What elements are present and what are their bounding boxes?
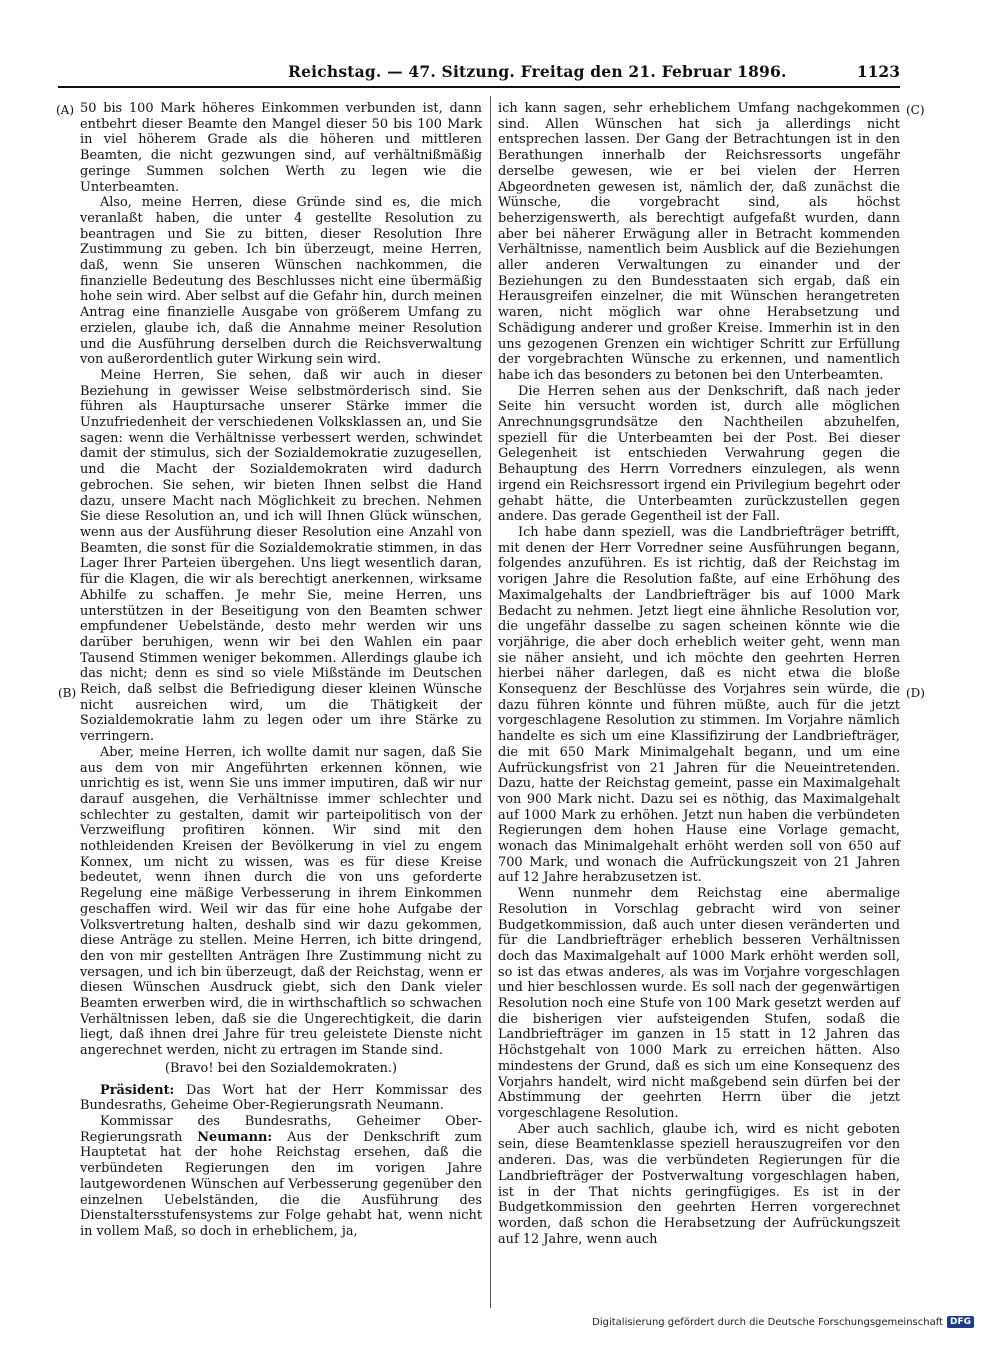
speech-text: Das Wort hat der Herr Kommissar des Bundesraths, Geheime Ober-Regierungsrath Neumann. [80,1082,482,1114]
margin-marker-c: (C) [906,103,925,117]
paragraph: Aber auch sachlich, glaube ich, wird es nicht geboten sein, diese Beamtenklasse speziell herauszugreifen vor den anderen. Das, was die verbündeten Regierungen für die Landbriefträger der Postverwaltung vorgeschlagen haben, ist in der That nichts geringfügiges. Es ist in der Budgetkommission den geehrten Herren vorgerechnet worden, daß schon die Herabsetzung der Aufrückungszeit auf 12 Jahre, wenn auch [498,1121,900,1247]
margin-marker-d: (D) [906,686,925,700]
commissioner-paragraph [80,1114,482,1240]
president-paragraph [80,1083,482,1114]
speaker-title: Kommissar des Bundesraths, Geheimer Ober-Regierungsrath [80,1114,482,1145]
paragraph: 50 bis 100 Mark höheres Einkommen verbunden ist, dann entbehrt dieser Beamte den Mangel dieser 50 bis 100 Mark in viel höherem Grade als die höheren und mittleren Beamten, die nicht gezwungen sind, auf verhältnißmäßig geringe Summen solchen Werth zu legen wie die Unterbeamten. [80,101,482,195]
page-number: 1123 [856,62,900,81]
paragraph: Wenn nunmehr dem Reichstag eine abermalige Resolution in Vorschlag gebracht wird von seiner Budgetkommission, daß auch unter diesen veränderten und für die Landbriefträger erheblich besseren Verhältnissen doch das Maximalgehalt auf 1000 Mark erhöht werden soll, so ist das etwas anderes, als was im Vorjahre vorgeschlagen und hier beschlossen wurde. Es soll nach der gegenwärtigen Resolution noch eine Stufe von 100 Mark gesetzt werden auf die bisherigen vier aufsteigenden Stufen, sodaß die Landbriefträger im ganzen in 15 statt in 12 Jahren das Höchstgehalt von 1000 Mark zu erreichen hätten. Also mindestens der Grund, daß es sich um eine Konsequenz des Vorjahrs handelt, wird nicht maßgebend sein dürfen bei der Abstimmung der geehrten Herrn über die jetzt vorgeschlagene Resolution. [498,886,900,1121]
paragraph: ich kann sagen, sehr erheblichem Umfang nachgekommen sind. Allen Wünschen hat sich ja allerdings nicht entsprechen lassen. Der Gang der Betrachtungen ist in den Berathungen innerhalb der Reichsressorts ungefähr derselbe gewesen, wie er bei vielen der Herren Abgeordneten gewesen ist, nämlich der, daß zunächst die Wünsche, die vorgebracht sind, als höchst beherzigenswerth, als berechtigt aufgefaßt wurden, dann aber bei näherer Erwägung aller in Betracht kommenden Verhältnisse, namentlich beim Ausblick auf die Beziehungen aller anderen Verwaltungen zu einander und der Beziehungen zu den Bundesstaaten sich ergab, daß ein Herausgreifen einzelner, die mit Wünschen herangetreten waren, nicht möglich war ohne Herabsetzung und Schädigung anderer und großer Kreise. Immerhin ist in den uns gezogenen Grenzen ein wichtiger Schritt zur Erfüllung der vorgebrachten Wünsche zu erkennen, und namentlich habe ich das besonders zu betonen bei den Unterbeamten. [498,101,900,383]
paragraph: Aber, meine Herren, ich wollte damit nur sagen, daß Sie aus dem von mir Angeführten erkennen können, wie unrichtig es ist, wenn Sie uns immer imputiren, daß wir nur darauf ausgehen, die Verhältnisse immer schlechter und schlechter zu gestalten, damit wir parteipolitisch von der Verzweiflung profitiren können. Wir sind mit den nothleidenden Kreisen der Bevölkerung in viel zu engem Konnex, um nicht zu wissen, was es für diese Kreise bedeutet, wenn ihnen durch die von uns geforderte Regelung eine mäßige Verbesserung in ihrem Einkommen geschaffen wird. Weil wir das für eine hohe Aufgabe der Volksvertretung halten, deshalb sind wir dazu gekommen, diese Anträge zu stellen. Meine Herren, ich bitte dringend, den von mir gestellten Anträgen Ihre Zustimmung nicht zu versagen, und ich bin überzeugt, daß der Reichstag, wenn er diesen Wünschen Ausdruck giebt, sich den Dank vieler Beamten erwerben wird, die in wirthschaftlich so schwachen Verhältnissen leben, daß sie die Ungerechtigkeit, die darin liegt, daß ihnen drei Jahre für treu geleistete Dienste nicht angerechnet werden, nicht zu ertragen im Stande sind. [80,744,482,1059]
margin-marker-b: (B) [58,686,77,700]
paragraph: Also, meine Herren, diese Gründe sind es, die mich veranlaßt haben, die unter 4 gestellte Resolution zu beantragen und Sie zu bitten, dieser Resolution Ihre Zustimmung zu geben. Ich bin überzeugt, meine Herren, daß, wenn Sie unseren Wünschen nachkommen, die finanzielle Bedeutung des Beschlusses nicht eine übermäßig hohe sein wird. Aber selbst auf die Gefahr hin, durch meinen Antrag eine finanzielle Ausgabe von größerem Umfang zu erzielen, glaube ich, daß die Annahme meiner Resolution und die Ausführung derselben durch die Reichsverwaltung von außerordentlich guter Wirkung sein wird. [80,195,482,368]
left-column [80,101,482,1240]
margin-marker-a: (A) [56,103,75,117]
header-rule [58,86,900,88]
paragraph: Ich habe dann speziell, was die Landbriefträger betrifft, mit denen der Herr Vorredner seine Ausführungen begann, folgendes anzuführen. Es ist richtig, daß der Reichstag im vorigen Jahre die Resolution faßte, auf eine Erhöhung des Maximalgehalts der Landbriefträger bis auf 1000 Mark Bedacht zu nehmen. Jetzt liegt eine ähnliche Resolution vor, die ungefähr dasselbe zu sagen scheinen könnte wie die vorjährige, die aber doch erheblich weiter geht, wenn man sie näher ansieht, und ich möchte den geehrten Herren hierbei näher darlegen, daß es nicht etwa die bloße Konsequenz der Beschlüsse des Vorjahres sein würde, die dazu führen könnte und führen müßte, auch für die jetzt vorgeschlagene Resolution zu stimmen. Im Vorjahre nämlich handelte es sich um eine Klassifizirung der Landbriefträger, die mit 650 Mark Minimalgehalt begann, und um eine Aufrückungsfrist von 21 Jahren für die Neueintretenden. Dazu, hatte der Reichstag gemeint, passe ein Maximalgehalt von 900 Mark nicht. Dazu sei es nöthig, das Maximalgehalt auf 1000 Mark zu erhöhen. Jetzt nun haben die verbündeten Regierungen dem hohen Hause eine Vorlage gemacht, wonach das Minimalgehalt erhöht werden soll von 650 auf 700 Mark, und wonach die Aufrückungszeit von 21 Jahren auf 12 Jahre herabzusetzen ist. [498,524,900,886]
paragraph: Meine Herren, Sie sehen, daß wir auch in dieser Beziehung in gewisser Weise selbstmörderisch sind. Sie führen als Hauptursache unserer Stärke immer die Unzufriedenheit der verschiedenen Volksklassen an, und Sie sagen: wenn die Verhältnisse verbessert werden, schwindet damit der stimulus, sich der Sozialdemokratie zuzugesellen, und die Macht der Sozialdemokraten wird dadurch gebrochen. Sie sehen, wir bieten Ihnen selbst die Hand dazu, unsere Macht nach Möglichkeit zu brechen. Nehmen Sie diese Resolution an, und ich will Ihnen Glück wünschen, wenn aus der Ausführung dieser Resolution eine Anzahl von Beamten, die sonst für die Sozialdemokratie stimmen, in das Lager Ihrer Parteien übergehen. Uns liegt wesentlich daran, für die Klagen, die wir als berechtigt anerkennen, wirksame Abhilfe zu schaffen. Je mehr Sie, meine Herren, uns unterstützen in der Beseitigung von den Beamten schwer empfundener Uebelstände, desto mehr werden wir uns darüber beruhigen, wenn wir bei den Wahlen ein paar Tausend Stimmen weniger bekommen. Allerdings glaube ich das nicht; denn es sind so viele Mißstände im Deutschen Reich, daß selbst die Befriedigung dieser kleinen Wünsche nicht ausreichen wird, um die Thätigkeit der Sozialdemokratie lahm zu legen oder um ihre Stärke zu verringern. [80,367,482,745]
speaker-name: Neumann: [197,1129,273,1145]
page-header [58,62,900,84]
applause-note: (Bravo! bei den Sozialdemokraten.) [164,1060,398,1076]
right-column [498,101,900,1247]
column-divider [490,96,491,1308]
paragraph: Die Herren sehen aus der Denkschrift, daß nach jeder Seite hin versucht worden ist, durch alle möglichen Anrechnungsgrundsätze den Nachtheilen abzuhelfen, speziell für die Unterbeamten bei der Post. Bei dieser Gelegenheit ist entschieden Verwahrung gegen die Behauptung des Herrn Vorredners einzulegen, als wenn irgend ein Reichsressort irgend ein Privilegium begehrt oder gehabt hätte, die Unterbeamten zurückzustellen gegen andere. Das gerade Gegentheil ist der Fall. [498,383,900,525]
running-title: Reichstag. — 47. Sitzung. Freitag den 21. Februar 1896. [288,62,787,81]
dfg-logo-icon: DFG [947,1316,974,1328]
speech-text: Aus der Denkschrift zum Hauptetat hat der hohe Reichstag ersehen, daß die verbündeten Regierungen den im vorigen Jahre lautgewordenen Wünschen auf Verbesserung gegenüber den einzelnen Uebelständen, die die Ausführung des Dienstaltersstufensystems zur Folge gehabt hat, wenn nicht in vollem Maß, so doch in erheblichem, ja, [80,1129,482,1239]
digitization-footer [592,1316,974,1328]
footer-credit: Digitalisierung gefördert durch die Deutsche Forschungsgemeinschaft [592,1316,943,1328]
speaker-name: Präsident: [100,1082,175,1098]
